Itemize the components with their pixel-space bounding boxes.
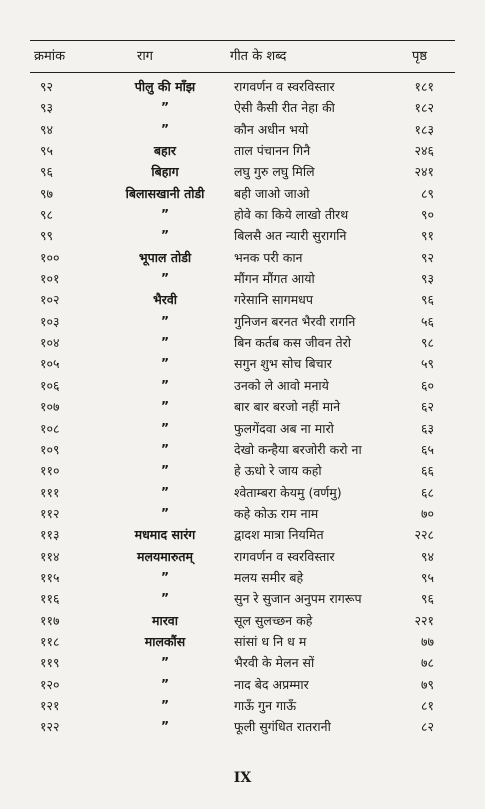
row-page: ७० <box>420 505 434 521</box>
row-number: १११ <box>40 484 60 500</box>
row-number: १०९ <box>40 441 60 457</box>
row-page: ६० <box>420 377 434 393</box>
row-song: ताल पंचानन गिनै <box>234 143 311 159</box>
table-row <box>0 716 485 737</box>
table-row <box>0 524 485 545</box>
row-raga: मालकौंस <box>144 633 186 649</box>
table-row <box>0 460 485 481</box>
row-page: १८१ <box>414 79 434 94</box>
row-page: ७७ <box>420 633 434 649</box>
row-number: ११३ <box>40 527 60 543</box>
row-number: १०१ <box>40 271 60 287</box>
row-page: ९६ <box>420 292 434 308</box>
table-row <box>0 311 485 332</box>
row-page: ९८ <box>420 335 434 351</box>
row-song: सांसां ध नि ध म <box>234 633 307 649</box>
row-song: रागवर्णन व स्वरविस्तार <box>234 79 335 94</box>
row-song: फूली सुगंधित रातरानी <box>234 719 331 735</box>
row-number: ११४ <box>40 548 60 564</box>
row-page: १८२ <box>414 100 434 116</box>
table-row <box>0 674 485 695</box>
row-song: ऐसी कैसी रीत नेहा की <box>234 100 335 116</box>
row-page: ७८ <box>420 655 434 671</box>
table-row <box>0 119 485 140</box>
table-row <box>0 396 485 417</box>
row-raga: मारवा <box>151 612 178 628</box>
row-song: होवे का किये लाखो तीरथ <box>234 207 349 223</box>
row-raga: भैरवी <box>152 292 178 308</box>
row-page: ६३ <box>420 420 434 436</box>
table-row <box>0 503 485 524</box>
row-song: मलय समीर बहे <box>234 569 304 585</box>
table-row <box>0 97 485 118</box>
row-song: कौन अधीन भयो <box>234 121 309 137</box>
row-number: ११० <box>40 463 60 479</box>
row-raga: ” <box>160 312 170 328</box>
row-page: ९१ <box>420 228 434 244</box>
row-raga: पीलु की माँझ <box>134 79 196 94</box>
header-song: गीत के शब्द <box>230 49 287 64</box>
row-raga: ” <box>160 440 170 456</box>
table-header <box>0 46 485 68</box>
row-raga: ” <box>160 206 170 222</box>
row-raga: ” <box>160 398 170 414</box>
row-song: लघु गुरु लघु मिलि <box>234 164 315 180</box>
table-row <box>0 183 485 204</box>
table-row <box>0 225 485 246</box>
table-row <box>0 161 485 182</box>
row-raga: ” <box>160 270 170 286</box>
row-song: बिलसै अत न्यारी सुरागनि <box>234 228 347 244</box>
row-raga: ” <box>160 568 170 584</box>
row-page: ९६ <box>420 591 434 607</box>
table-row <box>0 332 485 353</box>
row-song: गाऊँ गुन गाऊँ <box>234 697 297 713</box>
row-song: हे ऊधो रे जाय कहो <box>234 463 322 479</box>
table-row <box>0 567 485 588</box>
row-song: कहे कोऊ राम नाम <box>234 505 319 521</box>
table-row <box>0 631 485 652</box>
row-page: १८३ <box>414 121 434 137</box>
row-song: सूल सुलच्छन कहे <box>234 612 313 628</box>
row-raga: मधमाद सारंग <box>134 527 196 543</box>
row-raga: बिहाग <box>151 164 179 180</box>
row-number: ९५ <box>40 143 54 159</box>
row-raga: ” <box>160 419 170 435</box>
table-row <box>0 140 485 161</box>
row-number: ९९ <box>40 228 54 244</box>
row-raga: भूपाल तोडी <box>138 249 192 265</box>
row-number: ११२ <box>40 505 60 521</box>
row-song: देखो कन्हैया बरजोरी करो ना <box>234 441 362 457</box>
row-number: ९३ <box>40 100 54 116</box>
row-page: २२१ <box>414 612 434 628</box>
table-row <box>0 76 485 97</box>
row-raga: ” <box>160 376 170 392</box>
row-song: श्वेताम्बरा केयमु (वर्णमु) <box>234 484 342 500</box>
row-raga: ” <box>160 483 170 499</box>
row-raga: बहार <box>153 143 177 159</box>
row-song: नाद बेद अप्रम्मार <box>234 676 309 692</box>
row-song: रागवर्णन व स्वरविस्तार <box>234 548 335 564</box>
table-row <box>0 247 485 268</box>
row-page: २२८ <box>414 527 434 543</box>
row-page: ६८ <box>420 484 434 500</box>
row-song: मौंगन मौंगत आयो <box>234 271 315 287</box>
row-number: ९४ <box>40 121 54 137</box>
row-song: सुन रे सुजान अनुपम रागरूप <box>234 591 362 607</box>
row-raga: ” <box>160 504 170 520</box>
row-song: भैरवी के मेलन सों <box>234 655 315 671</box>
row-number: ९८ <box>40 207 54 223</box>
row-raga: ” <box>160 120 170 136</box>
header-rule <box>30 72 455 73</box>
row-song: बही जाओ जाओ <box>234 185 310 201</box>
row-song: बिन कर्तब कस जीवन तेरो <box>234 335 351 351</box>
row-page: ९२ <box>420 249 434 265</box>
header-page: पृष्ठ <box>412 49 428 64</box>
row-page: ५६ <box>420 313 434 329</box>
table-row <box>0 482 485 503</box>
row-raga: ” <box>160 462 170 478</box>
row-page: ९४ <box>420 548 434 564</box>
table-row <box>0 588 485 609</box>
row-raga: मलयमारुतम् <box>137 548 193 564</box>
row-raga: ” <box>160 718 170 734</box>
table-row <box>0 610 485 631</box>
row-number: ११६ <box>40 591 60 607</box>
row-raga: ” <box>160 654 170 670</box>
row-raga: बिलासखानी तोडी <box>125 185 205 201</box>
row-page: ७९ <box>420 676 434 692</box>
row-song: गरेसानि सागमधप <box>234 292 313 308</box>
row-song: द्वादश मात्रा नियमित <box>234 527 324 543</box>
row-page: ६२ <box>420 399 434 415</box>
row-number: ९२ <box>40 79 54 94</box>
row-page: ५९ <box>420 356 434 372</box>
table-row <box>0 289 485 310</box>
row-number: ११८ <box>40 633 60 649</box>
table-row <box>0 375 485 396</box>
row-number: १०५ <box>40 356 60 372</box>
table-row <box>0 353 485 374</box>
row-song: गुनिजन बरनत भैरवी रागनि <box>234 313 356 329</box>
row-page: ९० <box>420 207 434 223</box>
row-page: २४१ <box>414 164 434 180</box>
row-raga: ” <box>160 590 170 606</box>
row-song: सगुन शुभ सोच बिचार <box>234 356 332 372</box>
table-row <box>0 695 485 716</box>
row-raga: ” <box>160 675 170 691</box>
row-page: ८२ <box>420 719 434 735</box>
row-number: १२१ <box>40 697 60 713</box>
row-page: ८१ <box>420 697 434 713</box>
row-page: ९५ <box>420 569 434 585</box>
row-page: ६६ <box>420 463 434 479</box>
row-raga: ” <box>160 99 170 115</box>
row-number: १०३ <box>40 313 60 329</box>
table-row <box>0 439 485 460</box>
table-row <box>0 546 485 567</box>
header-raga: राग <box>137 49 154 64</box>
page-number: IX <box>233 770 252 786</box>
row-song: बार बार बरजो नहीं माने <box>234 399 341 415</box>
row-song: भनक परी कान <box>234 249 303 265</box>
row-page: ६५ <box>420 441 434 457</box>
row-number: १०७ <box>40 399 60 415</box>
row-number: १०८ <box>40 420 60 436</box>
row-number: १०२ <box>40 292 60 308</box>
row-number: ११५ <box>40 569 60 585</box>
row-number: ९७ <box>40 185 54 201</box>
row-number: ९६ <box>40 164 54 180</box>
row-number: १२२ <box>40 719 60 735</box>
row-page: ९३ <box>420 271 434 287</box>
top-rule <box>30 40 455 41</box>
row-page: २४६ <box>414 143 434 159</box>
row-number: ११९ <box>40 655 60 671</box>
index-rows <box>0 76 485 738</box>
row-raga: ” <box>160 355 170 371</box>
row-number: १०० <box>40 249 60 265</box>
row-number: १२० <box>40 676 60 692</box>
row-song: उनको ले आवो मनाये <box>234 377 329 393</box>
row-number: ११७ <box>40 612 60 628</box>
row-song: फुलगेंदवा अब ना मारो <box>234 420 334 436</box>
row-number: १०४ <box>40 335 60 351</box>
table-row <box>0 652 485 673</box>
table-row <box>0 418 485 439</box>
row-number: १०६ <box>40 377 60 393</box>
header-number: क्रमांक <box>34 49 66 64</box>
table-row <box>0 268 485 289</box>
row-raga: ” <box>160 227 170 243</box>
table-row <box>0 204 485 225</box>
row-raga: ” <box>160 334 170 350</box>
row-page: ८९ <box>420 185 434 201</box>
row-raga: ” <box>160 696 170 712</box>
